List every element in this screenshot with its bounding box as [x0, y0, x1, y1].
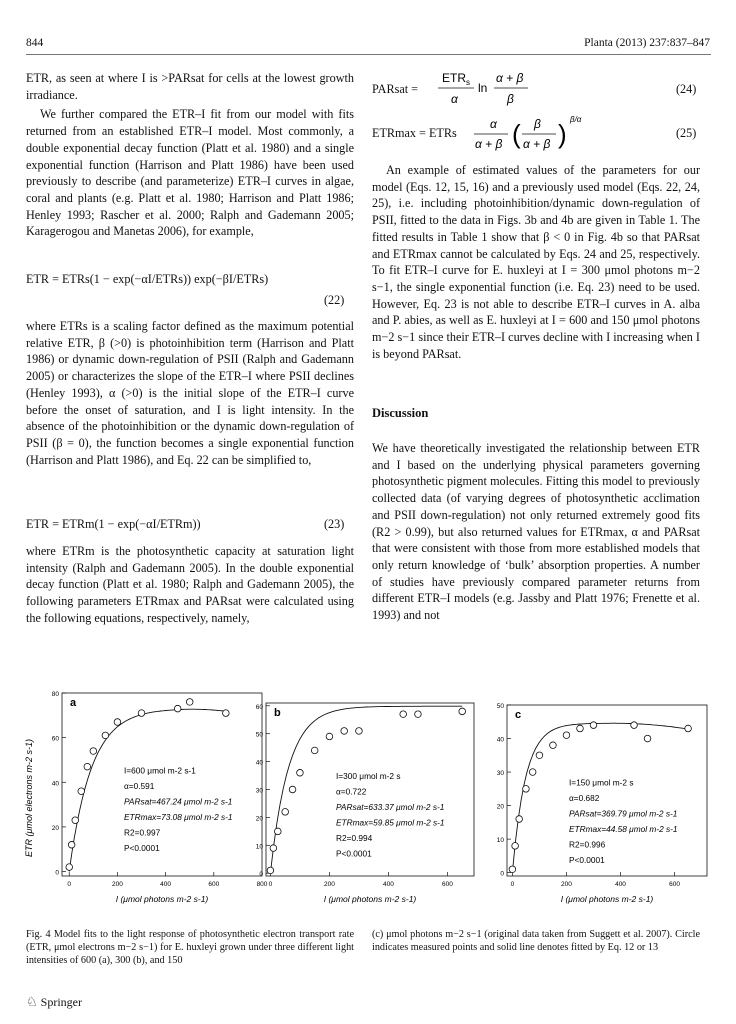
data-point	[509, 866, 516, 873]
annotation-par: PARsat=369.79 μmol m-2 s-1	[569, 808, 678, 819]
paragraph-2: We further compared the ETR–I fit from our model with fits returned from an established ETR–I model. Most commonly, a double exponential decay function (Platt et al. 1980) and a single exponential function (Harrison and Platt 1986) have been used previously to describe (and parameterize) ETR–I curves in algae, coral and plants (e.g. Platt et al. 1980; Harrison and Platt 1986; Henley 1993; Rascher et al. 2000; Ralph and Gademann 2005; Karagerogou and Manetas 2006), for example,	[26, 107, 354, 239]
data-point	[270, 845, 277, 852]
data-point	[356, 728, 363, 735]
data-point	[174, 705, 181, 712]
annotation-par: PARsat=467.24 μmol m-2 s-1	[124, 796, 233, 807]
y-axis-label: ETR (μmol electrons m-2 s-1)	[24, 739, 34, 857]
annotation-r2: R2=0.994	[336, 833, 373, 844]
data-point	[563, 732, 570, 739]
svg-text:α: α	[451, 92, 458, 106]
paragraph-5: An example of estimated values of the parameters for our model (Eqs. 12, 15, 16) and a previously used model (Eqs. 22, 24, 25), i.e. including photoinhibition/dynamic down-regulation of PSII, fitted to the data in Figs. 3b and 4b are given in Table 1. The fitted results in Table 1 show that β < 0 in Fig. 4b so that PARsat and ETRmax cannot be calculated by Eqs. 24 and 25, respectively. To fit ETR–I curve for E. huxleyi at I = 300 μmol photons m−2 s−1, the single exponential function (i.e. Eq. 23) need to be used. However, Eq. 23 is not able to describe ETR–I curves in A. alba and P. abies, as well as E. huxleyi at I = 600 and 150 μmol photons m−2 s−1 since their ETR–I curves decline with I increasing when I is beyond PARsat.	[372, 163, 700, 361]
data-point	[186, 699, 193, 706]
paragraph-1: ETR, as seen at where I is >PARsat for cells at the lowest growth irradiance.	[26, 71, 354, 102]
figure-4	[20, 683, 720, 923]
data-point	[400, 711, 407, 718]
data-point	[550, 742, 557, 749]
data-point	[90, 748, 97, 755]
paragraph-6: We have theoretically investigated the relationship between ETR and I based on the underlying physical parameters governing photosynthetic pigment molecules. Fitting this model to previously collected data (of varying degrees of photosynthetic acclimation and PSII down-regulation) not only returned extremely good fits (R2 > 0.99), but also returned values for ETRmax, α and PARsat that were consistent with those from more established models that only return knowledge of ‘bulk’ absorption properties. A number of studies have previously compared parameter returns from different ETR–I models (e.g. Jassby and Platt 1976; Frenette et al. 1993) and not	[372, 441, 700, 623]
annotation-par: PARsat=633.37 μmol m-2 s-1	[336, 802, 445, 813]
data-point	[577, 725, 584, 732]
equation-25-number: (25)	[676, 126, 697, 140]
panel-letter: a	[70, 697, 77, 709]
chart-panels	[52, 691, 707, 904]
eq24-lhs: PARsat =	[372, 82, 419, 96]
publisher-name: Springer	[40, 995, 82, 1009]
annotation-I: I=150 μmol m-2 s	[569, 777, 634, 788]
eq25-formula	[472, 112, 662, 156]
journal-citation: Planta (2013) 237:837–847	[584, 37, 710, 49]
annotation-etr: ETRmax=44.58 μmol m-2 s-1	[569, 823, 678, 834]
equation-25	[372, 112, 672, 156]
data-point	[282, 809, 289, 816]
panel-a	[52, 691, 268, 904]
panel-frame	[507, 705, 707, 876]
data-point	[223, 710, 230, 717]
annotation-r2: R2=0.996	[569, 839, 606, 850]
x-axis-label: I (μmol photons m-2 s-1)	[560, 894, 654, 904]
right-column	[372, 162, 700, 362]
x-tick-label: 400	[160, 881, 172, 888]
equation-24	[372, 70, 672, 110]
annotation-etr: ETRmax=73.08 μmol m-2 s-1	[124, 812, 233, 823]
y-tick-label: 0	[500, 870, 504, 878]
annotation-I: I=600 μmol m-2 s-1	[124, 765, 196, 776]
data-point	[326, 733, 333, 740]
data-point	[523, 786, 530, 793]
annotation-alpha: α=0.722	[336, 786, 367, 797]
x-axis-label: I (μmol photons m-2 s-1)	[115, 894, 209, 904]
x-tick-label: 0	[268, 881, 273, 888]
x-axis-label: I (μmol photons m-2 s-1)	[323, 894, 417, 904]
data-point	[72, 817, 79, 824]
data-point	[68, 841, 75, 848]
equation-23-number: (23)	[324, 517, 345, 531]
y-tick-label: 0	[259, 871, 263, 879]
y-tick-label: 20	[255, 815, 263, 823]
y-tick-label: 80	[51, 691, 59, 698]
data-point	[66, 864, 73, 871]
page-number: 844	[26, 37, 44, 49]
annotation-p: P<0.0001	[569, 854, 605, 865]
x-tick-label: 400	[383, 881, 394, 888]
data-point	[297, 769, 304, 776]
svg-text:α + β: α + β	[496, 71, 524, 85]
eq25-lhs: ETRmax = ETRs	[372, 126, 457, 140]
svg-text:): )	[558, 119, 567, 149]
svg-text:ETR: ETR	[442, 71, 466, 85]
data-point	[516, 816, 523, 823]
svg-text:β: β	[507, 92, 514, 106]
svg-text:β: β	[534, 117, 541, 131]
x-tick-label: 0	[510, 881, 515, 888]
x-tick-label: 600	[669, 881, 680, 888]
x-tick-label: 400	[615, 881, 626, 888]
y-tick-label: 20	[496, 803, 504, 811]
svg-text:α + β: α + β	[475, 137, 503, 151]
svg-text:(: (	[512, 119, 521, 149]
data-point	[102, 732, 109, 739]
data-point	[341, 728, 348, 735]
left-column	[26, 70, 354, 240]
paragraph-3: where ETRs is a scaling factor defined as the maximum potential relative ETR, β (>0) is photoinhibition term (Harrison and Platt 1986) or dynamic down-regulation of PSII (Ralph and Gademann 2005) or characterizes the slope of the ETR–I where PSII declines (Henley 1993), α (>0) is the initial slope of the ETR–I curve before the onset of saturation, and I is light intensity. In the absence of the photoinhibition or the dynamic down-regulation of PSII (β = 0), the function becomes a single exponential function (Harrison and Platt 1986), and Eq. 22 can be simplified to,	[26, 319, 354, 467]
data-point	[631, 722, 638, 729]
x-tick-label: 600	[442, 881, 453, 888]
data-point	[275, 828, 282, 835]
data-point	[459, 708, 466, 715]
x-tick-label: 200	[324, 881, 335, 888]
annotation-p: P<0.0001	[124, 843, 160, 854]
data-point	[267, 867, 274, 874]
y-tick-label: 60	[51, 735, 59, 743]
data-point	[590, 722, 597, 729]
x-tick-label: 200	[561, 881, 572, 888]
paragraph-4: where ETRm is the photosynthetic capacity at saturation light intensity (Ralph and Gademann 2005). In the double exponential decay function (Platt et al. 1980; Ralph and Gademann 2005), the following parameters ETRmax and PARsat were calculated using the following equations, respectively, namely,	[26, 544, 354, 625]
y-tick-label: 30	[496, 770, 504, 778]
y-tick-label: 0	[55, 869, 59, 877]
svg-text:β/α: β/α	[570, 115, 582, 124]
data-point	[685, 725, 692, 732]
eq24-formula	[430, 70, 600, 110]
data-point	[138, 710, 145, 717]
fit-curve	[512, 723, 688, 872]
y-tick-label: 20	[51, 824, 59, 832]
equation-22: ETR = ETRs(1 − exp(−αI/ETRs)) exp(−βI/ETRs)	[26, 272, 269, 286]
svg-text:ln: ln	[478, 81, 488, 95]
y-tick-label: 40	[496, 736, 504, 744]
y-tick-label: 50	[496, 703, 504, 710]
annotation-etr: ETRmax=59.85 μmol m-2 s-1	[336, 817, 445, 828]
data-point	[415, 711, 422, 718]
figure-caption-right: (c) μmol photons m−2 s−1 (original data taken from Suggett et al. 2007). Circle indicates measured points and solid line denotes fitted by Eq. 12 or 13	[372, 929, 700, 953]
y-tick-label: 40	[255, 759, 263, 767]
y-tick-label: 60	[255, 703, 263, 711]
equation-24-number: (24)	[676, 82, 697, 96]
springer-horse-icon: ♘	[26, 994, 38, 1009]
y-tick-label: 10	[255, 843, 263, 851]
panel-frame	[62, 693, 263, 879]
x-tick-label: 600	[208, 881, 220, 888]
figure-caption-left: Fig. 4 Model fits to the light response of photosynthetic electron transport rate (ETR, μmol electrons m−2 s−1) for E. huxleyi grown under three different light intensities of 600 (a), 300 (b), and 150	[26, 929, 354, 966]
panel-c	[497, 703, 707, 904]
svg-text:s: s	[466, 78, 470, 87]
data-point	[289, 786, 296, 793]
data-point	[536, 752, 543, 759]
annotation-alpha: α=0.682	[569, 792, 600, 803]
data-point	[84, 763, 91, 770]
panel-letter: b	[274, 707, 281, 719]
x-tick-label: 200	[111, 881, 123, 888]
y-tick-label: 10	[496, 837, 504, 845]
y-tick-label: 30	[255, 787, 263, 795]
publisher-logo	[26, 994, 82, 1010]
header-rule	[26, 54, 711, 55]
equation-22-number: (22)	[324, 293, 345, 307]
y-tick-label: 40	[51, 780, 59, 788]
x-tick-label: 800	[256, 881, 268, 888]
data-point	[644, 735, 651, 742]
y-tick-label: 50	[255, 731, 263, 739]
annotation-p: P<0.0001	[336, 848, 372, 859]
data-point	[78, 788, 85, 795]
annotation-r2: R2=0.997	[124, 827, 161, 838]
data-point	[311, 747, 318, 754]
discussion-heading: Discussion	[372, 406, 429, 420]
svg-text:α + β: α + β	[523, 137, 551, 151]
data-point	[512, 843, 519, 850]
panel-letter: c	[515, 709, 522, 721]
equation-23: ETR = ETRm(1 − exp(−αI/ETRm))	[26, 517, 201, 531]
annotation-alpha: α=0.591	[124, 781, 155, 792]
x-tick-label: 0	[67, 881, 72, 888]
data-point	[114, 719, 121, 726]
annotation-I: I=300 μmol m-2 s	[336, 771, 401, 782]
data-point	[529, 769, 536, 776]
svg-text:α: α	[490, 117, 497, 131]
panel-b	[256, 703, 474, 904]
